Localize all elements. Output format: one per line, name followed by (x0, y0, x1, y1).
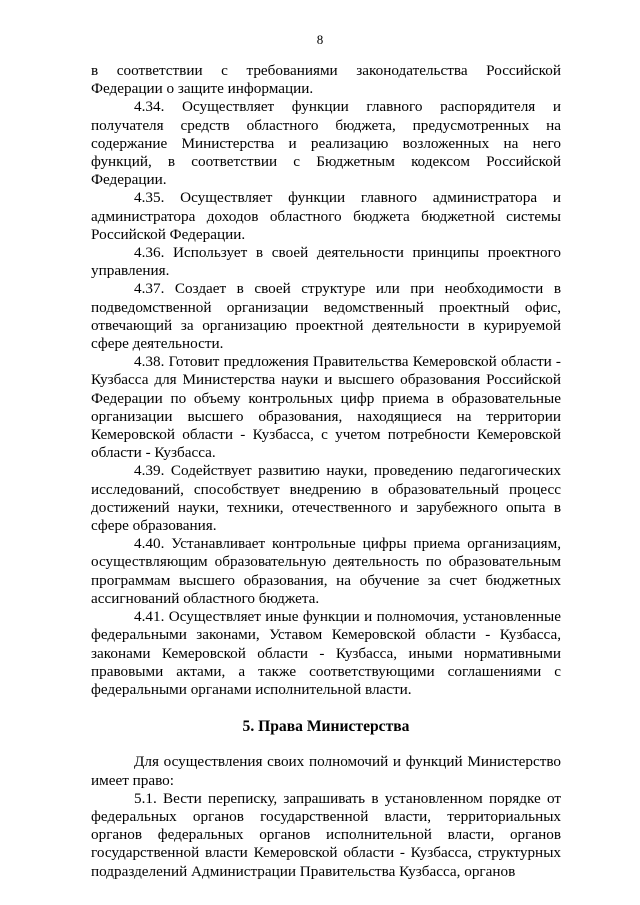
paragraph-4-38: 4.38. Готовит предложения Правительства Кемеровской области - Кузбасса для Министерства науки и высшего образования Российской Федерации по объему контрольных цифр приема в образовательные организации высшего образования, находящиеся на территории Кемеровской области - Кузбасса, с учетом потребности Кемеровской области - Кузбасса. (91, 353, 561, 462)
paragraph-4-36: 4.36. Использует в своей деятельности принципы проектного управления. (91, 244, 561, 280)
paragraph-5-1: 5.1. Вести переписку, запрашивать в установленном порядке от федеральных органов государственной власти, территориальных органов федеральных органов исполнительной власти, органов государственной власти Кемеровской области - Кузбасса, структурных подразделений Администрации Правительства Кузбасса, органов (91, 789, 561, 880)
paragraph-continuation: в соответствии с требованиями законодательства Российской Федерации о защите информации. (91, 62, 561, 98)
paragraph-4-34: 4.34. Осуществляет функции главного распорядителя и получателя средств областного бюджета, предусмотренных на содержание Министерства и реализацию возложенных на него функций, в соответствии с Бюджетным кодексом Российской Федерации. (91, 98, 561, 189)
paragraph-4-40: 4.40. Устанавливает контрольные цифры приема организациям, осуществляющим образовательную деятельность по образовательным программам высшего образования, на обучение за счет бюджетных ассигнований областного бюджета. (91, 535, 561, 607)
page-number: 8 (316, 32, 324, 47)
section-heading: 5. Права Министерства (242, 718, 410, 736)
paragraph-4-35: 4.35. Осуществляет функции главного администратора и администратора доходов областного бюджета бюджетной системы Российской Федерации. (91, 189, 561, 243)
paragraph-4-41: 4.41. Осуществляет иные функции и полномочия, установленные федеральными законами, Уставом Кемеровской области - Кузбасса, законами Кемеровской области - Кузбасса, иными нормативными правовыми актами, а также соответствующими соглашениями с федеральными органами исполнительной власти. (91, 608, 561, 698)
paragraph-4-37: 4.37. Создает в своей структуре или при необходимости в подведомственной организации ведомственный проектный офис, отвечающий за организацию проектной деятельности в курируемой сфере деятельности. (91, 280, 561, 353)
paragraph-4-39: 4.39. Содействует развитию науки, проведению педагогических исследований, способствует внедрению в образовательный процесс достижений науки, техники, отечественного и зарубежного опыта в сфере образования. (91, 462, 561, 535)
paragraph-rights-intro: Для осуществления своих полномочий и функций Министерство имеет право: (91, 753, 561, 789)
document-body (91, 62, 561, 881)
